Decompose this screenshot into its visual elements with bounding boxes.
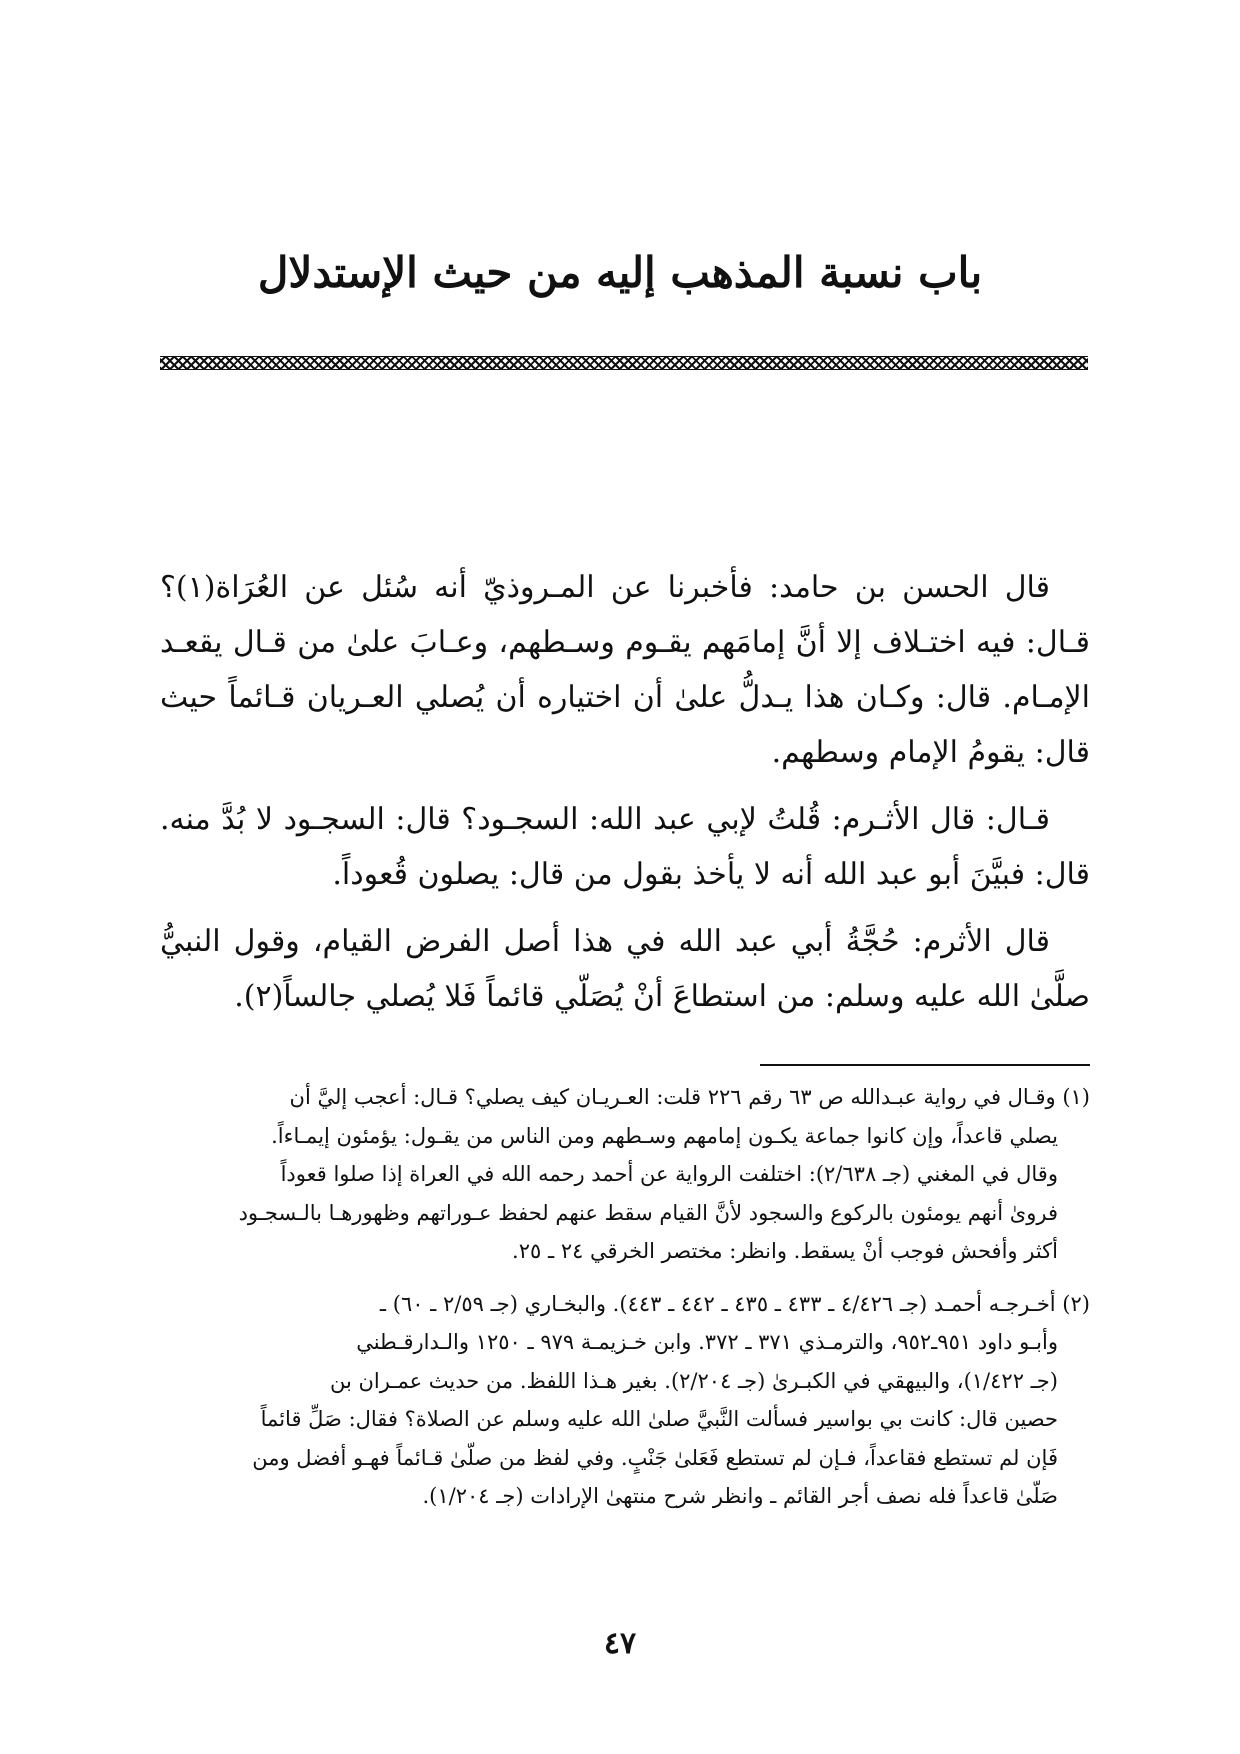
footnote-line: يصلي قاعداً، وإن كانوا جماعة يكـون إمامهم وسـطهم ومن الناس من يقـول: يؤمئون إيمـاءاً.	[271, 1123, 1058, 1148]
footnote-line: وقال في المغني (جـ ٢/٦٣٨): اختلفت الرواية عن أحمد رحمه الله في العراة إذا صلوا قعوداً	[280, 1162, 1058, 1186]
paragraph-3: قال الأثرم: حُجَّةُ أبي عبد الله في هذا أصل الفرض القيام، وقول النبيُّ صلَّىٰ الله عليه وسلم: من استطاعَ أنْ يُصَلّي قائماً فَلا يُصلي جالساً(٢).	[160, 924, 1090, 1014]
footnote-separator	[760, 1064, 1090, 1066]
ornamental-divider	[160, 356, 1088, 370]
footnote-line: فَإن لم تستطع فقاعداً، فـإن لم تستطع فَعَلىٰ جَنْبٍ. وفي لفظ من صلّىٰ قـائماً فهـو أفضل ومن	[252, 1445, 1058, 1470]
footnote-line: أكثر وأفحش فوجب أنْ يسقط. وانظر: مختصر الخرقي ٢٤ ـ ٢٥.	[512, 1239, 1058, 1263]
page-number: ٤٧	[603, 1626, 637, 1661]
footnote-line: فروىٰ أنهم يومئون بالركوع والسجود لأنَّ القيام سقط عنهم لحفظ عـوراتهم وظهورهـا بالـسجـود	[238, 1200, 1058, 1225]
footnote-2	[160, 1285, 1090, 1516]
footnote-line: (جـ ١/٤٢٢)، والبيهقي في الكبـرىٰ (جـ ٢/٢٠٤). بغير هـذا اللفظ. من حديث عمـران بن	[329, 1368, 1058, 1393]
footnote-1	[160, 1078, 1090, 1271]
paragraph-2: قـال: قال الأثـرم: قُلتُ لإبي عبد الله: السجـود؟ قال: السجـود لا بُدَّ منه. قال: فبيَّنَ أبو عبد الله أنه لا يأخذ بقول من قال: يصلون قُعوداً.	[160, 802, 1090, 892]
main-text-body	[160, 560, 1090, 1024]
footnotes-section	[160, 1078, 1090, 1516]
paragraph-1: قال الحسن بن حامد: فأخبرنا عن المـروذيّ أنه سُئل عن العُرَاة(١)؟ قـال: فيه اختـلاف إلا أنَّ إمامَهم يقـوم وسـطهم، وعـابَ علىٰ من قـال يقعـد الإمـام. قال: وكـان هذا يـدلُّ علىٰ أن اختياره أن يُصلي العـريان قـائماً حيث قال: يقومُ الإمام وسطهم.	[160, 570, 1090, 770]
footnote-line: صَلّىٰ قاعداً فله نصف أجر القائم ـ وانظر شرح منتهىٰ الإرادات (جـ ١/٢٠٤).	[422, 1484, 1058, 1508]
chapter-title: باب نسبة المذهب إليه من حيث الإستدلال	[257, 248, 983, 297]
footnote-line: (٢) أخـرجـه أحمـد (جـ ٤/٤٢٦ ـ ٤٣٣ ـ ٤٣٥ ـ ٤٤٢ ـ ٤٤٣). والبخـاري (جـ ٢/٥٩ ـ ٦٠) ـ	[379, 1291, 1090, 1316]
footnote-line: وأبـو داود ٩٥١ـ٩٥٢، والترمـذي ٣٧١ ـ ٣٧٢. وابن خـزيمـة ٩٧٩ ـ ١٢٥٠ والـدارقـطني	[356, 1330, 1058, 1354]
footnote-line: حصين قال: كانت بي بواسير فسألت النَّبيَّ صلىٰ الله عليه وسلم عن الصلاة؟ فقال: صَلِّ قائماً	[260, 1407, 1058, 1431]
footnote-line: (١) وقـال في رواية عبـدالله ص ٦٣ رقم ٢٢٦ قلت: العـريـان كيف يصلي؟ قـال: أعجب إليَّ أن	[289, 1085, 1090, 1109]
